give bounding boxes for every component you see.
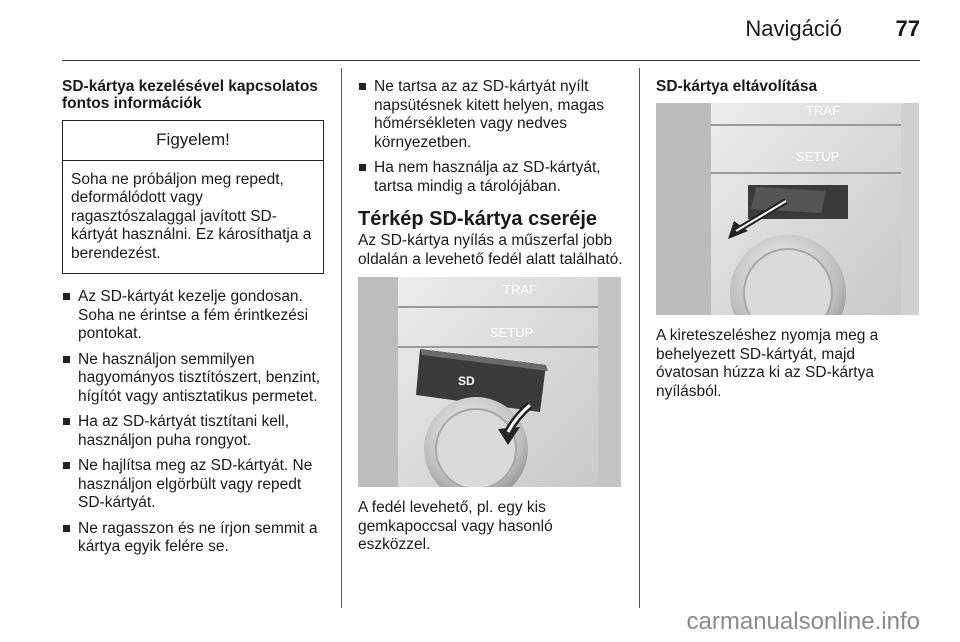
page-number: 77: [895, 16, 920, 41]
column-2: [358, 78, 623, 555]
sd-removal-svg: [656, 103, 919, 315]
header-rule: [62, 60, 920, 61]
warning-body: Soha ne próbáljon meg repedt, deformálódott vagy ragasztószalaggal javított SD-kártyát használni. Ez károsíthatja a berendezést.: [71, 170, 312, 262]
warning-title: Figyelem!: [63, 121, 323, 161]
figure-caption: A kireteszeléshez nyomja meg a behelyezett SD-kártyát, majd óvatosan húzza ki az SD-kártya nyílásból.: [656, 327, 879, 400]
dashboard-svg: [358, 277, 621, 487]
warning-box: [62, 120, 324, 274]
traf-label: TRAF: [503, 282, 537, 297]
figure-caption: A fedél levehető, pl. egy kis gemkapoccsal vagy hasonló eszközzel.: [358, 499, 553, 553]
setup-label: SETUP: [490, 325, 534, 340]
sd-slot-cover-illustration: [358, 277, 621, 487]
bullet-list: [358, 78, 623, 196]
section-subheading: SD-kártya kezelésével kapcsolatos fontos információk: [62, 78, 318, 112]
list-item: Ha nem használja az SD-kártyát, tartsa mindig a tárolójában.: [358, 159, 623, 196]
sd-logo-icon: SD: [458, 374, 475, 388]
sd-card: [751, 187, 826, 213]
list-item: Ne tartsa az az SD-kártyát nyílt napsütésnek kitett helyen, magas hőmérsékleten vagy nedves környezetben.: [358, 78, 623, 152]
list-item: Ne hajlítsa meg az SD-kártyát. Ne használjon elgörbült vagy repedt SD-kártyát.: [62, 457, 324, 513]
bullet-list: [62, 288, 324, 557]
list-item: Ne használjon semmilyen hagyományos tisztítószert, benzint, hígítót vagy antisztatikus permetet.: [62, 351, 324, 407]
intro-text: Az SD-kártya nyílás a műszerfal jobb oldalán a levehető fedél alatt található.: [358, 232, 623, 268]
page-header: [0, 0, 960, 62]
sd-card-removal-illustration: [656, 103, 919, 315]
section-subheading: SD-kártya eltávolítása: [656, 78, 818, 95]
column-1: [62, 78, 324, 564]
section-heading: Térkép SD-kártya cseréje: [358, 208, 598, 230]
list-item: Az SD-kártyát kezelje gondosan. Soha ne érintse a fém érintkezési pontokat.: [62, 288, 324, 344]
setup-label: SETUP: [796, 149, 840, 164]
column-divider: [341, 68, 342, 608]
traf-label: TRAF: [806, 103, 840, 118]
watermark: carmanualsonline.info: [686, 608, 920, 635]
list-item: Ne ragasszon és ne írjon semmit a kártya egyik felére se.: [62, 520, 324, 557]
column-3: [656, 78, 921, 401]
page-title: Navigáció: [745, 16, 842, 41]
column-divider: [639, 68, 640, 608]
list-item: Ha az SD-kártyát tisztítani kell, használjon puha rongyot.: [62, 413, 324, 450]
